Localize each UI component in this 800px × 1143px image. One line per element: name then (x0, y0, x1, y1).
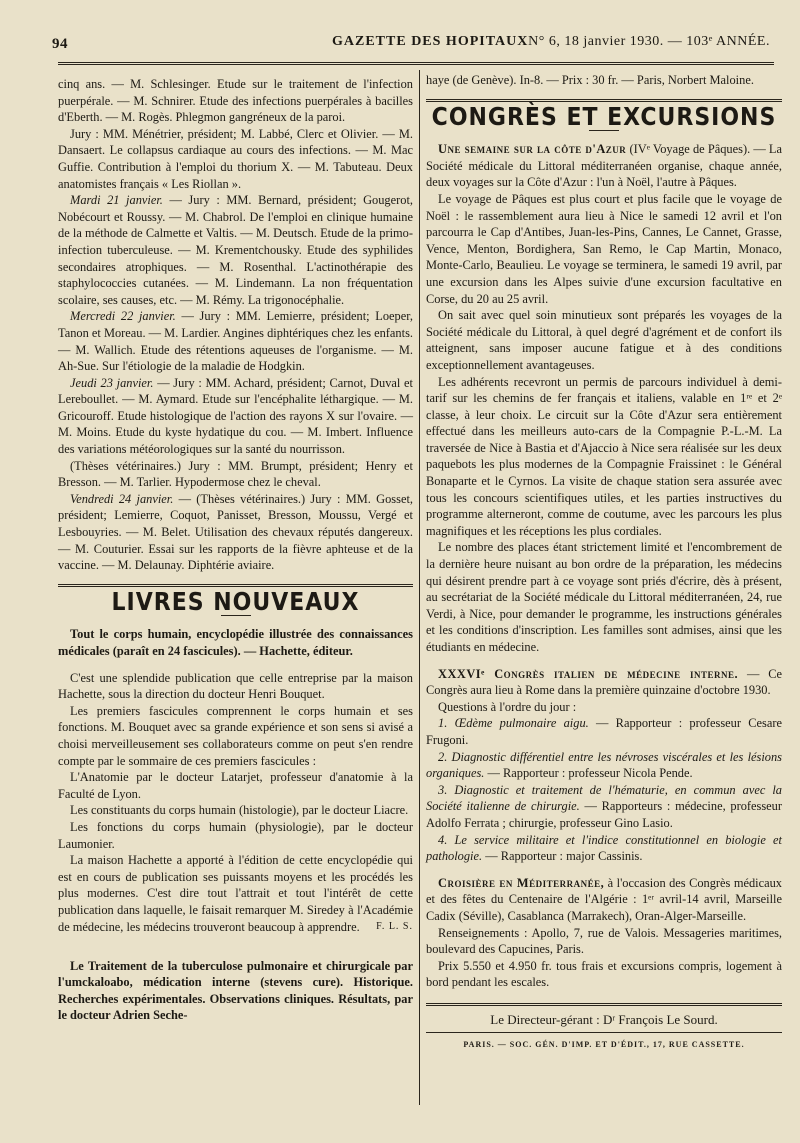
book-title-corps-humain: Tout le corps humain, encyclopédie illustrée des connaissances médicales (paraît en 24 fascicules). — Hachette, éditeur. (58, 627, 413, 658)
congres-italien (426, 666, 782, 699)
question-item (426, 782, 782, 832)
item-text: à l'occasion des Congrès médicaux et des fêtes du Centenaire de l'Algérie : 1ᵉʳ avril-14 avril, Marseille Cadix (Séville), Casablanca (Marrakech), Oran-Alger-Marseille. (426, 875, 783, 923)
review-signature: F. L. S. (376, 921, 413, 933)
question-title: 4. Le service militaire et l'indice constitutionnel en biologie et pathologie. (426, 832, 782, 864)
question-rapporteur: — Rapporteurs : médecine, professeur Adolfo Ferrata ; chirurgie, professeur Gino Lasio. (426, 799, 783, 830)
question-title: 3. Diagnostic et traitement de l'hématurie, en commun avec la Société italienne de chirurgie. (426, 782, 782, 814)
question-item (426, 715, 782, 748)
cote-azur-para: Le voyage de Pâques est plus court et plus facile que le voyage de Noël : le rassemblement aura lieu à Nice le samedi 12 avril et l'on parcourra le Cap d'Antibes, Juan-les-Pins, Cannes, Le Cannet, Grasse, Vence, Menton, Bordighera, San Remo, le Cap Martin, Monaco, Monte-Carlo, Beaulieu. Le voyage se terminera, le samedi 19 avril, par une excursion dans les Alpes suivie d'une excursion facultative en Corse, du 20 au 25 avril. (426, 191, 782, 306)
question-title: 2. Diagnostic différentiel entre les névroses viscérales et les lésions organiques. (426, 749, 782, 781)
question-rapporteur: — Rapporteur : professeur Nicola Pende. (484, 766, 693, 781)
question-item (426, 832, 782, 865)
item-lead: XXXVIᵉ Congrès italien de médecine interne. (438, 666, 739, 681)
thesis-day-thursday (58, 375, 413, 458)
thesis-day-friday (58, 491, 413, 574)
day-entries: — Jury : MM. Bernard, président; Gougerot, Nobécourt et Roussy. — M. Chabrol. De l'emploi en clinique humaine de la méthode de Calmette et Valtis. — M. Deutsch. Etude de la primo-infection tuberculeuse. — M. Krementchousky. Etude des syphilides secondaires atrophiques. — M. Rosenthal. L'actinothérapie des staphylococcies cutanées. — M. Lindemann. La non fréquentation scolaire, ses causes, etc. — M. Rémy. La trigonocéphalie. (58, 193, 413, 307)
item-lead: Croisière en Méditerranée, (438, 875, 605, 890)
book-review-para: C'est une splendide publication que celle entreprise par la maison Hachette, sous la direction du docteur Henri Bouquet. (58, 670, 413, 702)
day-label: Vendredi 24 janvier. (70, 491, 174, 506)
question-rapporteur: — Rapporteur : major Cassinis. (482, 849, 643, 864)
book-review-para: Les fonctions du corps humain (physiologie), par le docteur Laumonier. (58, 819, 413, 851)
day-label: Mardi 21 janvier. (70, 193, 163, 208)
question-title: 1. Œdème pulmonaire aigu. (438, 716, 589, 731)
spacer (426, 865, 782, 875)
right-column (426, 72, 782, 1054)
day-label: Mercredi 22 janvier. (70, 309, 176, 324)
cote-azur-intro (426, 141, 782, 191)
question-rapporteur: — Rapporteur : professeur Cesare Frugoni. (426, 716, 782, 747)
day-entries: — Jury : MM. Lemierre, président; Loeper, Tanon et Moreau. — M. Lardier. Angines diphtériques chez les enfants. — M. Wallich. Etude des rétentions aqueuses de l'organisme. — M. Ah-Sue. Sur l'étiologie de la maladie de Hodgkin. (58, 309, 413, 374)
thesis-jury-menetrier: Jury : MM. Ménétrier, président; M. Labbé, Clerc et Olivier. — M. Dansaert. Le collapsus cardiaque au cours des infections. — M. Mac Guffie. Contribution à l'emploi du thorium X. — M. Tabuteau. Deux anatomistes français « Les Riollan ». (58, 126, 413, 191)
thesis-list-continued: cinq ans. — M. Schlesinger. Etude sur le traitement de l'infection puerpérale. — M. Schnirer. Etude des infections puerpérales à bacilles d'Eberth. — M. Rogès. Phlegmon gangréneux de la paroi. (58, 77, 413, 125)
header-rule (58, 62, 774, 65)
column-divider (419, 70, 420, 1105)
section-rule (426, 99, 782, 102)
day-entries: — Jury : MM. Achard, président; Carnot, Duval et Lereboullet. — M. Aymard. Etude sur l'encéphalite léthargique. — M. Gricouroff. Etude histologique de l'action des rayons X sur l'ovaire. — M. Moins. Etude du kyste hydatique du cou. — M. Imbert. Influence des variations météorologiques sur la santé du nourrisson. (58, 375, 413, 457)
book-review-para: Les constituants du corps humain (histologie), par le docteur Liacre. (70, 803, 409, 818)
spacer (426, 656, 782, 666)
questions-heading: Questions à l'ordre du jour : (438, 699, 577, 714)
day-label: Jeudi 23 janvier. (70, 375, 154, 390)
spacer (58, 660, 413, 670)
footer-rule (426, 1003, 782, 1006)
printer-line: PARIS. — SOC. GÉN. D'IMP. ET D'ÉDIT., 17, RUE CASSETTE. (426, 1032, 782, 1054)
cote-azur-para: Les adhérents recevront un permis de parcours individuel à demi-tarif sur les chemins de fer français et italiens, valable en 1ʳᵉ et 2ᵉ classe, à leur choix. Le circuit sur la Côte d'Azur sera entièrement effectué dans les meilleurs auto-cars de la Compagnie P.-L.-M. La traversée de Nice à Bastia et d'Ajaccio à Nice sera réalisée sur les deux paquebots les plus modernes de la Compagnie Fraissinet : le Général Bonaparte et le Cyrnos. La visite de chaque station sera assurée avec tous les concours scientifiques utiles, et les parties instructives du programme alterneront, comme de coutume, avec les parcours les plus magnifiques et les réceptions les plus cordiales. (426, 374, 782, 538)
journal-title: GAZETTE DES HOPITAUX (332, 34, 529, 49)
section-title-livres: LIVRES NOUVEAUX (111, 587, 360, 617)
page-number: 94 (52, 36, 68, 52)
book-review-para: L'Anatomie par le docteur Latarjet, professeur d'anatomie à la Faculté de Lyon. (58, 770, 413, 801)
book-title-tuberculose: Le Traitement de la tuberculose pulmonaire et chirurgicale par l'umckaloabo, médication interne (stevens cure). Historique. Recherches expérimentales. Observations cliniques. Résultats, par le docteur Adrien Seche- (58, 958, 413, 1023)
running-header (52, 30, 770, 56)
item-text: — Ce Congrès aura lieu à Rome dans la première quinzaine d'octobre 1930. (426, 666, 782, 698)
item-text: (IVᵉ Voyage de Pâques). — La Société médicale du Littoral méditerranéen organise, chaque année, deux voyages sur la Côte d'Azur : l'un à Noël, l'autre à Pâques. (426, 142, 783, 190)
spacer (58, 936, 413, 958)
left-column (58, 76, 413, 1024)
croisiere-price: Prix 5.550 et 4.950 fr. tous frais et excursions compris, logement à bord pendant les escales. (426, 958, 782, 990)
thesis-day-wednesday (58, 308, 413, 374)
cote-azur-para: Le nombre des places étant strictement limité et l'encombrement de la dernière heure nuisant au bon ordre de la préparation, les médecins qui désirent prendre part à ce voyage sont priés d'écrire, dès à présent, au secrétariat de la Société médicale du Littoral méditerranéen, 24, rue Verdi, à Nice, pour demander le programme, les instructions générales et les conditions d'inscription. Les familles sont admises, ainsi que les étudiants en médecine. (426, 540, 782, 654)
director-line: Le Directeur-gérant : Dʳ François Le Sourd. (490, 1011, 718, 1027)
thesis-veterinary: (Thèses vétérinaires.) Jury : MM. Brumpt, président; Henry et Bresson. — M. Tarlier. Hypodermose chez le cheval. (58, 458, 413, 490)
section-rule (58, 584, 413, 587)
croisiere-info: Renseignements : Apollo, 7, rue de Valois. Messageries maritimes, boulevard des Capucines, Paris. (426, 925, 782, 957)
day-entries: — (Thèses vétérinaires.) Jury : MM. Gosset, président; Lemierre, Coquot, Panisset, Bresson, Moussu, Vergé et Lesbouyries. — M. Belet. Utilisation des chevaux réputés dangereux. — M. Couturier. Essai sur les rapports de la fièvre aphteuse et de la vaccine. — M. Delaunay. Diphtérie aviaire. (58, 491, 413, 573)
question-item (426, 749, 782, 782)
book-review-para: Les premiers fascicules comprennent le corps humain et ses fonctions. M. Bouquet avec sa grande expérience et son sens si avisé a choisi merveilleusement ses collaborateurs comme on peut s'en rendre compte par le sommaire de ces premiers fascicules : (58, 703, 413, 768)
section-title-congres: CONGRÈS ET EXCURSIONS (431, 102, 777, 132)
item-lead: Une semaine sur la côte d'Azur (438, 142, 627, 157)
book-review-para: La maison Hachette a apporté à l'édition de cette encyclopédie qui est en cours de publication ses puissants moyens et les procédés les plus modernes. C'est dire tout l'attrait et tout l'intérêt de cette publication dans laquelle, le faisait remarquer M. Siredey à l'Académie de médecine, les médecins trouveront beaucoup à apprendre. (58, 853, 413, 934)
cote-azur-para: On sait avec quel soin minutieux sont préparés les voyages de la Société médicale du Littoral, à quel degré d'agrément et de confort ils atteignent, sans imposer aucune fatigue et à des conditions exceptionnellement avantageuses. (426, 308, 782, 372)
issue-info: N° 6, 18 janvier 1930. — 103ᵉ ANNÉE. (528, 34, 770, 49)
book-continued: haye (de Genève). In-8. — Prix : 30 fr. — Paris, Norbert Maloine. (426, 73, 754, 87)
thesis-day-tuesday (58, 192, 413, 308)
croisiere (426, 875, 782, 925)
